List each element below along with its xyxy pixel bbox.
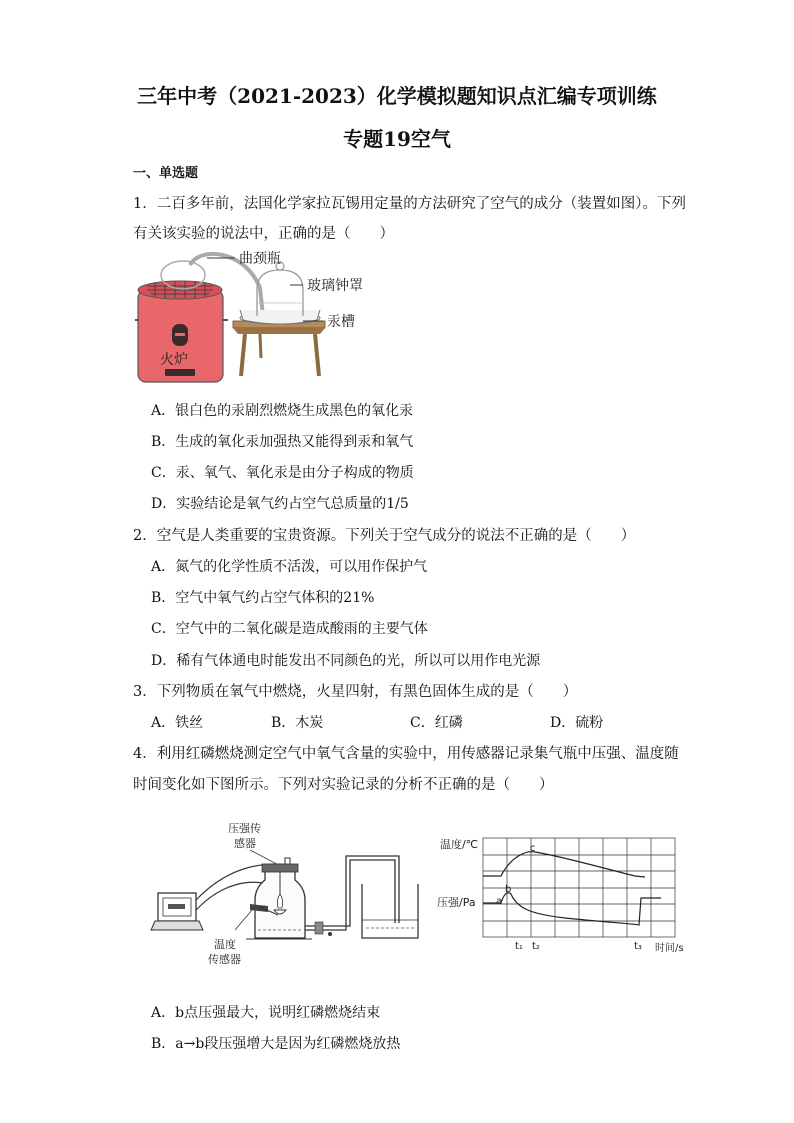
graph-pressure-ylabel: 压强/Pa	[437, 896, 476, 909]
tick-t2: t₂	[532, 941, 540, 952]
graph-x-label: 时间/s	[655, 943, 684, 954]
q1-option-a[interactable]: A．银白色的汞剧烈燃烧生成黑色的氧化汞	[151, 403, 414, 419]
q2-option-a[interactable]: A．氮气的化学性质不活泼，可以用作保护气	[151, 559, 428, 575]
point-c-label: c	[530, 843, 536, 854]
q4-option-a[interactable]: A．b点压强最大，说明红磷燃烧结束	[151, 1005, 381, 1021]
furnace-label: 火炉	[160, 352, 188, 368]
pressure-sensor-label-2: 感器	[234, 837, 256, 850]
q1-option-c[interactable]: C．汞、氧气、氧化汞是由分子构成的物质	[151, 465, 414, 481]
point-a-label: a	[496, 896, 503, 907]
q2-stem: 2．空气是人类重要的宝贵资源。下列关于空气成分的说法不正确的是（ ）	[133, 528, 636, 544]
graph-temp-ylabel: 温度/℃	[440, 838, 479, 851]
bell-jar-label: 玻璃钟罩	[307, 278, 363, 294]
pressure-sensor-label-1: 压强传	[228, 822, 261, 835]
q3-option-a[interactable]: A．铁丝	[151, 715, 204, 731]
q4-sensor-graph	[435, 828, 695, 958]
point-b-label: b	[505, 884, 512, 895]
q1-apparatus-figure	[135, 248, 395, 390]
q3-stem: 3．下列物质在氧气中燃烧，火星四射，有黑色固体生成的是（ ）	[133, 684, 578, 700]
doc-subtitle: 专题19空气	[343, 127, 451, 151]
tick-t1: t₁	[515, 941, 523, 952]
q1-option-b[interactable]: B．生成的氧化汞加强热又能得到汞和氧气	[151, 434, 414, 450]
q3-option-b[interactable]: B．木炭	[271, 715, 324, 731]
tick-t3: t₃	[634, 941, 642, 952]
flask-label: 曲颈瓶	[239, 251, 281, 267]
pressure-curve	[483, 893, 661, 925]
q4-stem-line2: 时间变化如下图所示。下列对实验记录的分析不正确的是（ ）	[133, 777, 554, 793]
doc-title: 三年中考（2021-2023）化学模拟题知识点汇编专项训练	[137, 84, 657, 108]
q3-option-d[interactable]: D．硫粉	[550, 715, 604, 731]
trough-label: 汞槽	[327, 314, 355, 330]
q1-stem-line2: 有关该实验的说法中，正确的是（ ）	[133, 226, 394, 242]
q2-option-b[interactable]: B．空气中氧气约占空气体积的21%	[151, 590, 375, 606]
q4-option-b[interactable]: B．a→b段压强增大是因为红磷燃烧放热	[151, 1036, 401, 1052]
section-heading: 一、单选题	[133, 166, 199, 181]
q4-stem-line1: 4．利用红磷燃烧测定空气中氧气含量的实验中，用传感器记录集气瓶中压强、温度随	[133, 746, 679, 762]
temp-sensor-label-1: 温度	[214, 938, 236, 951]
q1-option-d[interactable]: D．实验结论是氧气约占空气总质量的1/5	[151, 496, 409, 512]
q3-option-c[interactable]: C．红磷	[410, 715, 463, 731]
q1-stem-line1: 1．二百多年前，法国化学家拉瓦锡用定量的方法研究了空气的成分（装置如图）。下列	[133, 196, 686, 212]
q2-option-d[interactable]: D．稀有气体通电时能发出不同颜色的光，所以可以用作电光源	[151, 653, 541, 669]
temp-sensor-label-2: 传感器	[208, 953, 241, 966]
q2-option-c[interactable]: C．空气中的二氧化碳是造成酸雨的主要气体	[151, 621, 428, 637]
q4-apparatus-figure	[150, 820, 420, 975]
